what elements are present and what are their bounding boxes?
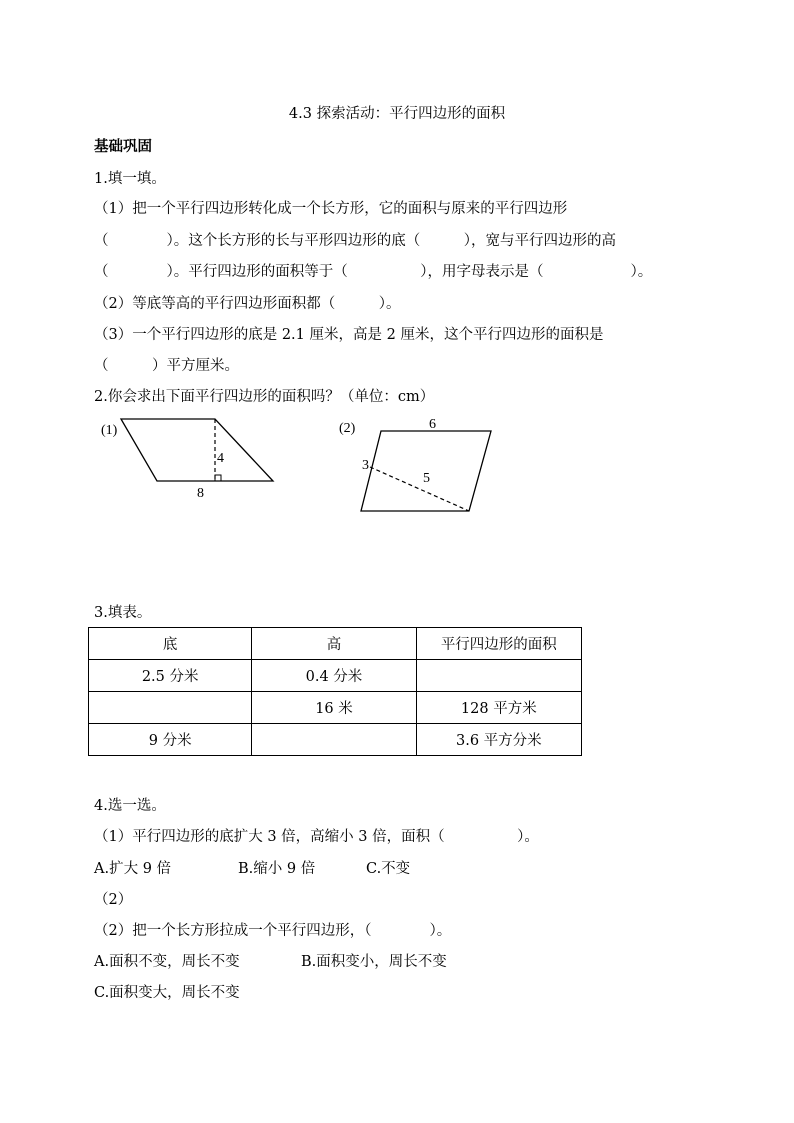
table-header-cell: 平行四边形的面积 bbox=[416, 628, 581, 660]
table-cell: 3.6 平方分米 bbox=[416, 724, 581, 756]
table-row bbox=[89, 724, 582, 756]
q1-line-4: （2）等底等高的平行四边形面积都（ ）。 bbox=[94, 296, 401, 312]
table-cell bbox=[89, 692, 252, 724]
q2-heading: 2.你会求出下面平行四边形的面积吗？（单位：cm） bbox=[94, 389, 435, 405]
q4-heading: 4.选一选。 bbox=[94, 798, 166, 814]
q1-heading: 1.填一填。 bbox=[94, 171, 166, 187]
q4-sub1-option-b: B.缩小 9 倍 bbox=[238, 861, 316, 877]
q1-line-6: （ ）平方厘米。 bbox=[94, 358, 239, 374]
q1-line-2: （ ）。这个长方形的长与平形四边形的底（ ），宽与平行四边形的高 bbox=[94, 233, 616, 249]
q1-line-1: （1）把一个平行四边形转化成一个长方形，它的面积与原来的平行四边形 bbox=[94, 201, 568, 217]
q4-sub1-option-c: C.不变 bbox=[366, 861, 411, 877]
fig2-side-label: 3 bbox=[362, 458, 369, 473]
fig1-label: (1) bbox=[101, 423, 118, 438]
q4-sub2-option-c: C.面积变大，周长不变 bbox=[94, 985, 240, 1001]
table-header-cell: 高 bbox=[252, 628, 416, 660]
table-row bbox=[89, 660, 582, 692]
q4-sub2-option-a: A.面积不变，周长不变 bbox=[94, 954, 240, 970]
q4-sub1: （1）平行四边形的底扩大 3 倍，高缩小 3 倍，面积（ ）。 bbox=[94, 829, 539, 845]
table-cell: 9 分米 bbox=[89, 724, 252, 756]
table-row bbox=[89, 692, 582, 724]
fig1-base-label: 8 bbox=[197, 486, 204, 501]
fig2-height-line bbox=[370, 467, 469, 511]
table-header-cell: 底 bbox=[89, 628, 252, 660]
table-cell bbox=[252, 724, 416, 756]
fill-table bbox=[88, 627, 582, 756]
q4-stray-label: （2） bbox=[94, 892, 133, 908]
q4-sub2-option-b: B.面积变小，周长不变 bbox=[301, 954, 447, 970]
q4-sub2: （2）把一个长方形拉成一个平行四边形，（ ）。 bbox=[94, 923, 452, 939]
table-cell bbox=[416, 660, 581, 692]
table-cell: 0.4 分米 bbox=[252, 660, 416, 692]
q1-line-3: （ ）。平行四边形的面积等于（ ），用字母表示是（ ）。 bbox=[94, 264, 653, 280]
table-header-row bbox=[89, 628, 582, 660]
fig2-diag-label: 5 bbox=[423, 471, 430, 486]
table-cell: 2.5 分米 bbox=[89, 660, 252, 692]
section-heading: 基础巩固 bbox=[94, 138, 152, 155]
table-cell: 128 平方米 bbox=[416, 692, 581, 724]
fig2-label: (2) bbox=[339, 421, 356, 436]
q1-line-5: （3）一个平行四边形的底是 2.1 厘米，高是 2 厘米，这个平行四边形的面积是 bbox=[94, 327, 604, 343]
q4-sub1-option-a: A.扩大 9 倍 bbox=[94, 861, 172, 877]
table-cell: 16 米 bbox=[252, 692, 416, 724]
fig1-height-label: 4 bbox=[217, 451, 224, 466]
page-title: 4.3 探索活动：平行四边形的面积 bbox=[288, 106, 506, 122]
fig2-top-label: 6 bbox=[429, 417, 436, 432]
q3-heading: 3.填表。 bbox=[94, 605, 152, 621]
